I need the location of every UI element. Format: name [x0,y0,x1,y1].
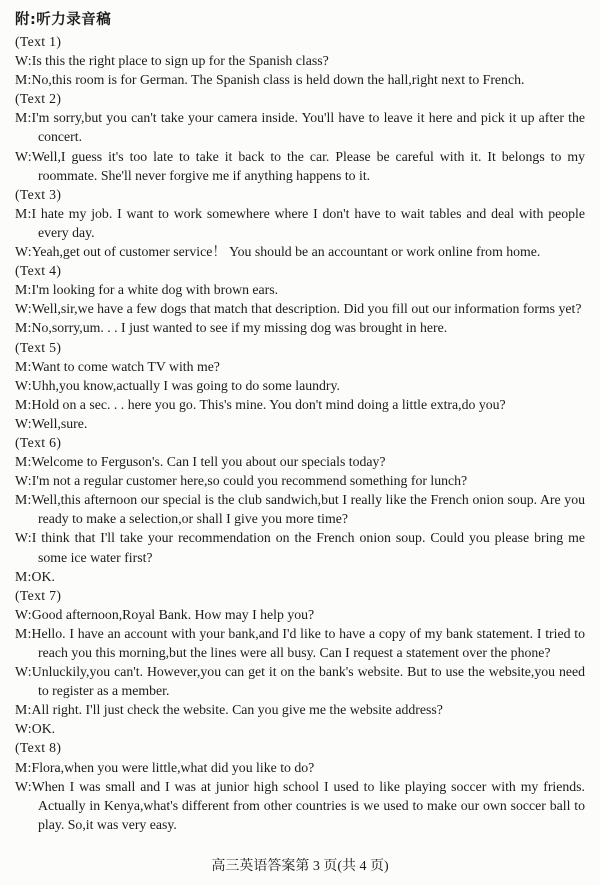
section-title: (Text 6) [15,434,62,450]
speaker-label: W: [15,415,32,431]
speaker-label: W: [15,148,32,164]
dialogue-line [15,624,585,662]
speaker-label: W: [15,53,32,69]
speaker-label: M: [15,396,32,412]
dialogue-text: Flora,when you were little,what did you like to do? [31,759,315,775]
speaker-label: M: [15,320,32,336]
dialogue-text: When I was small and I was at junior high school I used to like playing soccer with my friends. Actually in Kenya,what's different from other countries is we used to make our own soccer ball to play. So,it was very easy. [31,778,585,832]
dialogue-line [15,204,585,242]
speaker-label: M: [15,568,32,584]
page-footer: 高三英语答案第 3 页(共 4 页) [211,859,389,874]
dialogue-line [15,452,585,471]
dialogue-text: No,this room is for German. The Spanish class is held down the hall,right next to French. [31,72,525,88]
dialogue-line [15,242,585,261]
dialogue-text: All right. I'll just check the website. Can you give me the website address? [31,702,443,718]
speaker-label: W: [15,244,32,260]
dialogue-line [15,758,585,777]
dialogue-text: Yeah,get out of customer service！ You should be an accountant or work online from home. [31,244,541,260]
speaker-label: M: [15,492,32,508]
dialogue-line [15,662,585,700]
dialogue-text: Well,I guess it's too late to take it back to the car. Please be careful with it. It belongs to my roommate. She'll never forgive me if anything happens to it. [31,148,585,183]
dialogue-line [15,471,585,490]
speaker-label: W: [15,721,32,737]
speaker-label: M: [15,358,32,374]
speaker-label: W: [15,377,32,393]
dialogue-text: Well,this afternoon our special is the club sandwich,but I really like the French onion soup. Are you ready to make a selection,or shall I give you more time? [31,492,585,527]
dialogue-line [15,528,585,566]
dialogue-text: OK. [31,568,55,584]
listening-script-heading: 附:听力录音稿 [15,12,112,28]
speaker-label: W: [15,530,32,546]
dialogue-line [15,777,585,834]
dialogue-line [15,318,585,337]
dialogue-line [15,108,585,146]
speaker-label: M: [15,282,32,298]
dialogue-line [15,567,585,586]
speaker-label: M: [15,702,32,718]
dialogue-text: I'm looking for a white dog with brown ears. [31,282,279,298]
dialogue-text: Unluckily,you can't. However,you can get it on the bank's website. But to use the website,you need to register as a member. [31,664,585,699]
dialogue-text: I'm not a regular customer here,so could you recommend something for lunch? [31,473,468,489]
dialogue-line [15,414,585,433]
dialogue-line [15,70,585,89]
speaker-label: M: [15,205,32,221]
dialogue-text: Want to come watch TV with me? [31,358,220,374]
speaker-label: M: [15,110,32,126]
speaker-label: M: [15,625,32,641]
dialogue-text: OK. [31,721,56,737]
dialogue-text: Hold on a sec. . . here you go. This's mine. You don't mind doing a little extra,do you? [31,396,506,412]
listening-transcript [15,32,585,853]
dialogue-line [15,395,585,414]
dialogue-text: No,sorry,um. . . I just wanted to see if my missing dog was brought in here. [31,320,448,336]
speaker-label: W: [15,473,32,489]
dialogue-text: Hello. I have an account with your bank,and I'd like to have a copy of my bank statement. I tried to reach you this morning,but the lines were all busy. Can I request a statement over the phone? [31,625,585,660]
speaker-label: W: [15,664,32,680]
dialogue-line [15,490,585,528]
speaker-label: W: [15,606,32,622]
section-title: (Text 2) [15,91,62,107]
dialogue-text: Welcome to Ferguson's. Can I tell you about our specials today? [31,454,386,470]
dialogue-text: I'm sorry,but you can't take your camera inside. You'll have to leave it here and pick it up after the concert. [31,110,585,145]
dialogue-line [15,605,585,624]
dialogue-line [15,357,585,376]
section-title: (Text 3) [15,186,62,202]
dialogue-line [15,51,585,70]
dialogue-line [15,299,585,318]
section-title: (Text 1) [15,34,62,49]
speaker-label: M: [15,759,32,775]
section-title: (Text 7) [15,587,62,603]
speaker-label: M: [15,454,32,470]
dialogue-text: I think that I'll take your recommendation on the French onion soup. Could you please bring me some ice water first? [31,530,585,565]
speaker-label: M: [15,72,32,88]
speaker-label: W: [15,301,32,317]
dialogue-line [15,719,585,738]
section-title: (Text 4) [15,263,62,279]
dialogue-line [15,376,585,395]
section-title: (Text 5) [15,339,62,355]
section-title: (Text 8) [15,740,62,756]
dialogue-text: Well,sure. [31,415,88,431]
dialogue-text: Uhh,you know,actually I was going to do some laundry. [31,377,340,393]
dialogue-line [15,280,585,299]
dialogue-text: Good afternoon,Royal Bank. How may I help you? [31,606,315,622]
dialogue-text: Is this the right place to sign up for the Spanish class? [31,53,329,69]
dialogue-line [15,700,585,719]
dialogue-line [15,147,585,185]
dialogue-text: I hate my job. I want to work somewhere where I don't have to wait tables and deal with people every day. [31,205,585,240]
dialogue-text: Well,sir,we have a few dogs that match that description. Did you fill out our information forms yet? [31,301,582,317]
speaker-label: W: [15,778,32,794]
